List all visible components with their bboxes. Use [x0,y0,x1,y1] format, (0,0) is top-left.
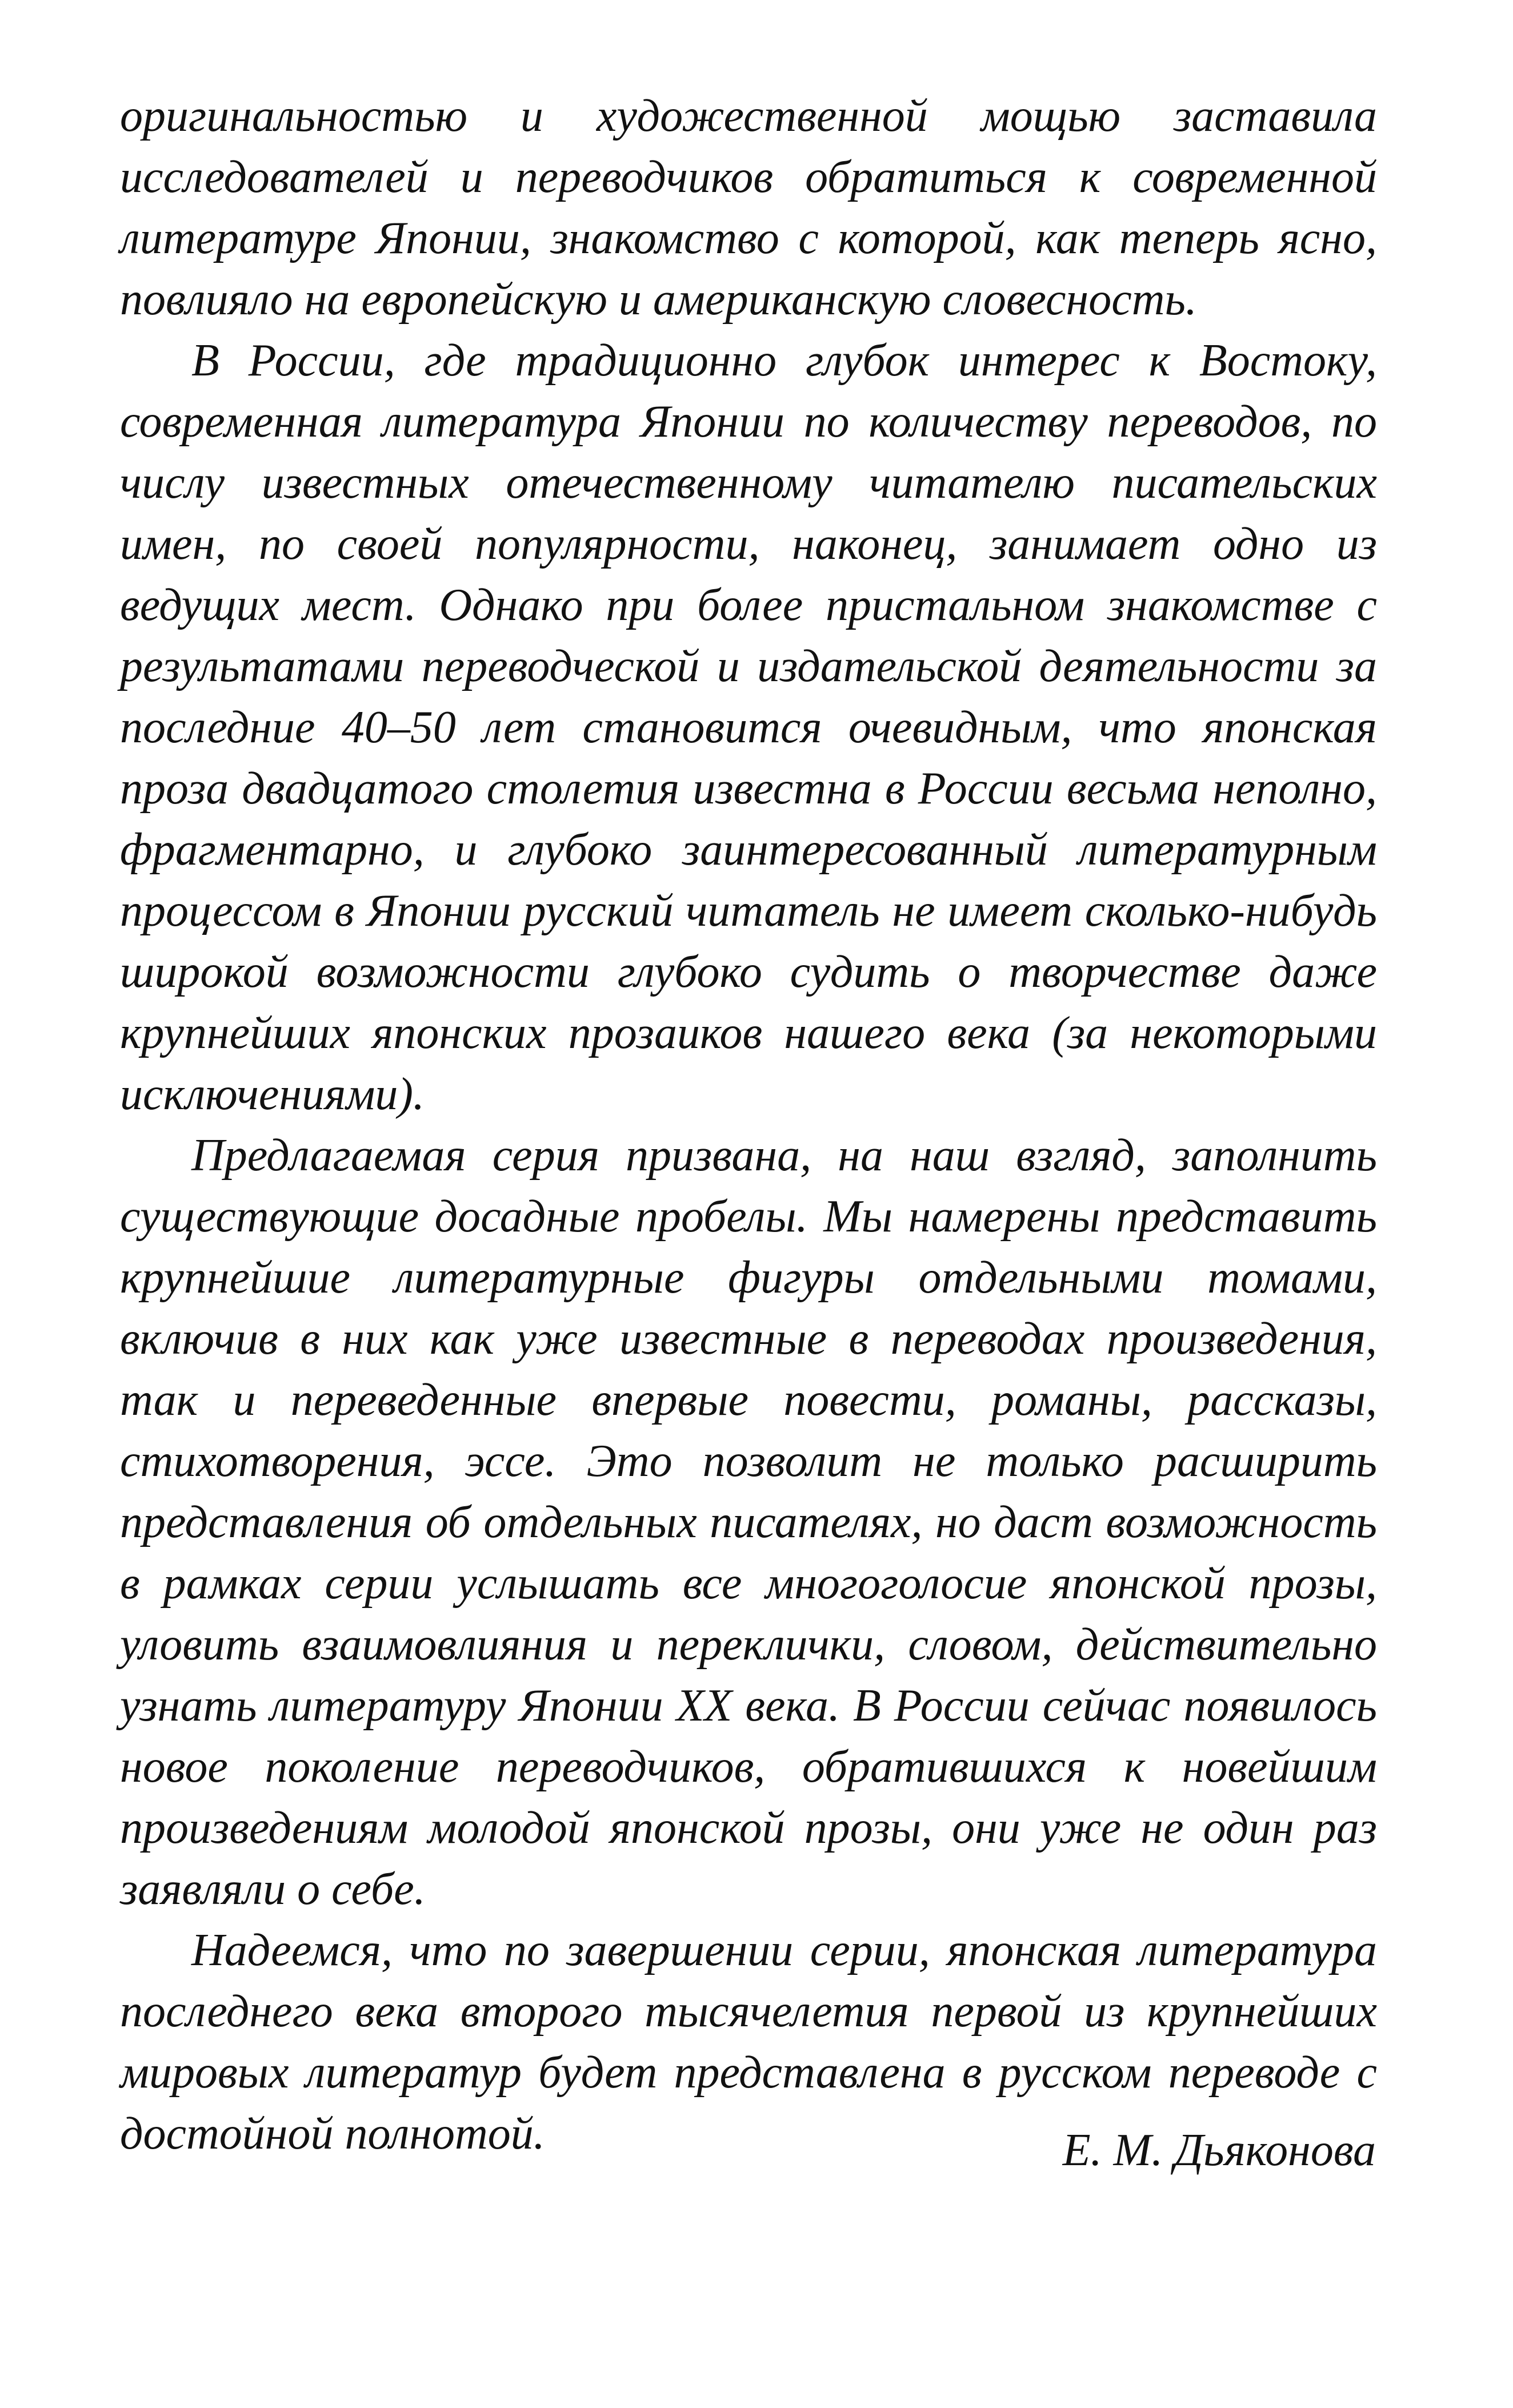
paragraph-4: Надеемся, что по завершении серии, японская литература последнего века второго тысячелетия первой из крупнейших мировых литератур будет представлена в русском переводе с достойной полнотой. [120,1925,1377,2159]
text-block [120,86,1377,2165]
paragraph-3: Предлагаемая серия призвана, на наш взгляд, заполнить существующие досадные пробелы. Мы намерены представить крупнейшие литературные фигуры отдельными томами, включив в них как уже известные в переводах произведения, так и переведенные впервые повести, романы, рассказы, стихотворения, эссе. Это позволит не только расширить представления об отдельных писателях, но даст возможность в рамках серии услышать все многоголосие японской прозы, уловить взаимовлияния и переклички, словом, действительно узнать литературу Японии XX века. В России сейчас появилось новое поколение переводчиков, обратившихся к новейшим произведениям молодой японской прозы, они уже не один раз заявляли о себе. [120,1130,1377,1914]
signature: Е. М. Дьяконова [1062,2125,1376,2175]
paragraph-2: В России, где традиционно глубок интерес к Востоку, современная литература Японии по количеству переводов, по числу известных отечественному читателю писательских имен, по своей популярности, наконец, занимает одно из ведущих мест. Однако при более пристальном знакомстве с результатами переводческой и издательской деятельности за последние 40–50 лет становится очевидным, что японская проза двадцатого столетия известна в России весьма неполно, фрагментарно, и глубоко заинтересованный литературным процессом в Японии русский читатель не имеет сколько-нибудь широкой возможности глубоко судить о творчестве даже крупнейших японских прозаиков нашего века (за некоторыми исключениями). [120,335,1377,1119]
paragraph-1: оригинальностью и художественной мощью заставила исследователей и переводчиков обратиться к современной литературе Японии, знакомство с которой, как теперь ясно, повлияло на европейскую и американскую словесность. [120,91,1377,325]
